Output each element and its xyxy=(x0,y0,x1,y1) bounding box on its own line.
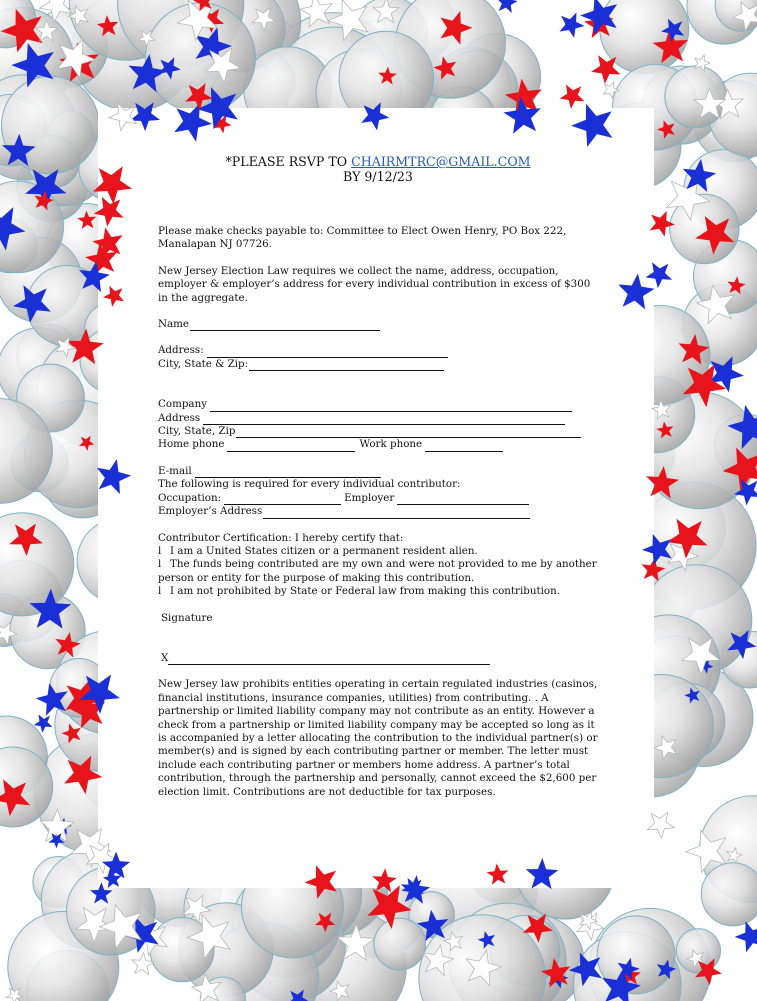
rsvp-prefix: *PLEASE RSVP TO xyxy=(225,154,352,169)
address-blank[interactable] xyxy=(207,347,448,358)
company-label: Company xyxy=(158,398,208,411)
election-law-note: New Jersey Election Law requires we collect the name, address, occupation, employer & employer’s address for every individual contribution in excess of $300 in the aggregate. xyxy=(158,264,591,304)
city-state-zip-label: City, State & Zip: xyxy=(158,357,249,370)
email-blank[interactable] xyxy=(195,467,381,478)
certification-heading: Contributor Certification: I hereby certify that: xyxy=(158,531,404,544)
checkbox-bullet[interactable]: l xyxy=(158,558,162,571)
employers-address-field[interactable] xyxy=(158,505,598,518)
company-city-state-zip-blank[interactable] xyxy=(236,427,581,438)
email-field[interactable] xyxy=(158,465,598,478)
star-icon xyxy=(735,921,757,952)
address-label: Address: xyxy=(158,344,204,357)
city-state-zip-field[interactable] xyxy=(158,358,598,371)
name-blank[interactable] xyxy=(190,320,380,331)
checkbox-bullet[interactable]: l xyxy=(158,585,162,598)
bubble-shape xyxy=(701,863,757,926)
name-label: Name xyxy=(158,318,190,331)
rsvp-email-link[interactable]: CHAIRMTRC@GMAIL.COM xyxy=(351,154,531,169)
home-phone-blank[interactable] xyxy=(227,441,355,452)
rsvp-deadline: BY 9/12/23 xyxy=(343,168,413,184)
occupation-label: Occupation: xyxy=(158,491,222,504)
certification-item-3: l I am not prohibited by State or Federal law from making this contribution. xyxy=(158,585,561,598)
star-icon xyxy=(560,12,585,38)
home-phone-label: Home phone xyxy=(158,438,225,451)
occupation-blank[interactable] xyxy=(224,494,341,505)
certification-item-2: l The funds being contributed are my own and were not provided to me by another person or entity for the purpose of making this contribution. xyxy=(158,558,597,584)
signature-label: Signature xyxy=(161,611,213,624)
name-field[interactable] xyxy=(158,318,598,331)
bubble-shape xyxy=(676,929,720,973)
checks-payable-text: Please make checks payable to: Committee to Elect Owen Henry, PO Box 222, Manalapan NJ 07726. xyxy=(158,225,567,251)
city-state-zip-blank[interactable] xyxy=(249,360,444,371)
required-note: The following is required for every individual contributor: xyxy=(158,478,461,491)
bubble-shape xyxy=(665,66,727,128)
company-field[interactable] xyxy=(158,398,598,411)
bubble-shape xyxy=(374,918,426,970)
star-icon xyxy=(497,0,518,13)
rsvp-header xyxy=(158,155,598,184)
email-label: E-mail xyxy=(158,464,192,477)
checkbox-bullet[interactable]: l xyxy=(158,544,162,557)
company-address-blank[interactable] xyxy=(203,414,565,425)
signature-x-mark: X xyxy=(161,651,169,664)
company-address-label: Address xyxy=(158,411,201,424)
document-body xyxy=(158,155,598,799)
work-phone-blank[interactable] xyxy=(425,441,503,452)
signature-field[interactable] xyxy=(158,652,598,665)
signature-blank[interactable] xyxy=(168,654,490,665)
employer-label: Employer xyxy=(344,491,395,504)
legal-note: New Jersey law prohibits entities operating in certain regulated industries (casinos, financial institutions, insurance companies, utilities) from contributing. . A partnership or limited liability company may not contribute as an entity. However a check from a partnership or limited liability company may be accepted so long as it is accompanied by a letter allocating the contribution to the individual partner(s) or member(s) and is signed by each contributing partner or member. The letter must include each contributing partner or members home address. A partner’s total contribution, through the partnership and personally, cannot exceed the $2,600 per election limit. Contributions are not deductible for tax purposes. xyxy=(158,678,598,798)
company-blank[interactable] xyxy=(210,401,572,412)
occupation-employer-fields xyxy=(158,492,598,505)
phone-fields xyxy=(158,438,598,451)
company-address-field[interactable] xyxy=(158,412,598,425)
star-icon xyxy=(560,85,585,109)
company-city-state-zip-label: City, State, Zip xyxy=(158,425,236,438)
address-field[interactable] xyxy=(158,344,598,357)
company-city-state-zip-field[interactable] xyxy=(158,425,598,438)
work-phone-label: Work phone xyxy=(359,438,423,451)
employer-blank[interactable] xyxy=(397,494,529,505)
employers-address-label: Employer’s Address xyxy=(158,505,263,518)
certification-item-1: l I am a United States citizen or a permanent resident alien. xyxy=(158,544,478,557)
employers-address-blank[interactable] xyxy=(263,508,530,519)
